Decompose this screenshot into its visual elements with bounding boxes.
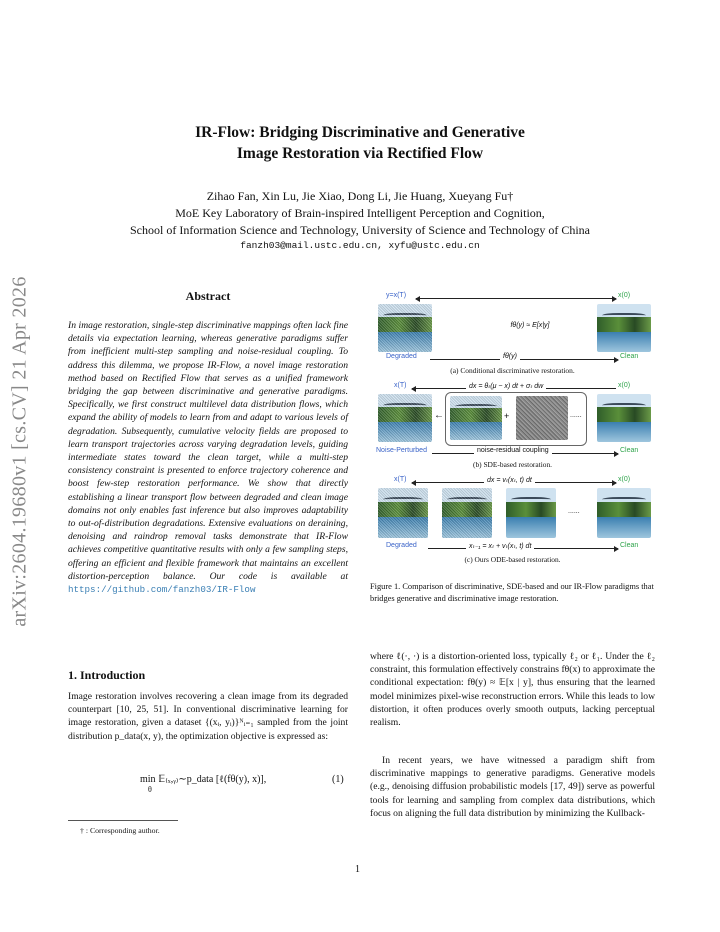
fig-a-bottom-left: Degraded <box>386 353 417 360</box>
abstract-heading: Abstract <box>185 289 231 303</box>
fig-b-noise-image <box>516 396 568 440</box>
fig-b-bottom-right: Clean <box>620 447 639 454</box>
fig-c-step-image-2 <box>506 488 556 538</box>
equation-number: (1) <box>332 774 344 785</box>
fig-b-bottom-mid: noise-residual coupling <box>474 447 552 454</box>
title-line-2: Image Restoration via Rectified Flow <box>236 145 484 162</box>
fig-a-center-formula: fθ(y) ≈ E[x|y] <box>510 322 550 329</box>
affiliation-1: MoE Key Laboratory of Brain-inspired Intelligent Perception and Cognition, <box>175 206 545 220</box>
paper-title <box>60 122 660 164</box>
right-paragraph-2: In recent years, we have witnessed a paradigm shift from discriminative mappings to generative paradigms. Generative models (e.g., denoising diffusion probabilistic models [17, 49]) serve as powerful tools for learning and sampling from complex data distributions, which focus on aligning the full data distribution by minimizing the Kullback- <box>370 755 655 819</box>
figure-1 <box>370 290 655 570</box>
fig-a-bottom-mid: fθ(y) <box>500 353 520 360</box>
title-line-1: IR-Flow: Bridging Discriminative and Generative <box>195 124 525 141</box>
figure-caption: Figure 1. Comparison of discriminative, SDE-based and our IR-Flow paradigms that bridges generative and discriminative image restoration. <box>370 582 654 603</box>
arxiv-watermark: arXiv:2604.19680v1 [cs.CV] 21 Apr 2026 <box>8 276 31 627</box>
fig-c-clean-image <box>597 488 651 538</box>
fig-b-noisy-image <box>378 394 432 442</box>
equation-1 <box>140 774 350 794</box>
fig-b-top-left: x(T) <box>394 382 407 389</box>
abstract-body <box>68 319 348 596</box>
fig-b-clean-image <box>597 394 651 442</box>
intro-heading: 1. Introduction <box>68 668 146 682</box>
fig-a-clean-image <box>597 304 651 352</box>
fig-c-bottom-left: Degraded <box>386 542 417 549</box>
fig-b-plus: + <box>504 411 510 421</box>
fig-b-caption: (b) SDE-based restoration. <box>472 460 553 469</box>
fig-c-dots: ...... <box>568 508 580 515</box>
fig-c-step-image-1 <box>442 488 492 538</box>
fig-b-dots: ...... <box>570 412 582 419</box>
fig-b-residual-image <box>450 396 502 440</box>
code-link[interactable]: https://github.com/fanzh03/IR-Flow <box>68 584 256 596</box>
fig-b-top-mid: dx = θₜ(μ − x) dt + σₜ dw <box>466 382 546 390</box>
fig-b-bottom-left: Noise-Perturbed <box>376 447 427 454</box>
fig-c-bottom-mid: xₜ₋₁ = xₜ + vₜ(xₜ, t) dt <box>466 542 534 550</box>
emails: fanzh03@mail.ustc.edu.cn, xyfu@ustc.edu.cn <box>240 240 480 251</box>
fig-a-degraded-image <box>378 304 432 352</box>
affiliation-2: School of Information Science and Technology, University of Science and Technology of China <box>130 223 590 237</box>
fig-c-caption: (c) Ours ODE-based restoration. <box>464 555 561 564</box>
equation-subscript: θ <box>148 785 152 794</box>
fig-a-bottom-arrow <box>430 359 618 360</box>
fig-c-top-mid: dx = vₜ(xₜ, t) dt <box>484 476 535 484</box>
fig-a-caption: (a) Conditional discriminative restoration. <box>450 366 575 375</box>
equation-body: min 𝔼₍ₓ,ᵧ₎∼p_data [ℓ(fθ(y), x)], <box>140 774 267 785</box>
intro-paragraph: Image restoration involves recovering a clean image from its degraded counterpart [10, 25, 51]. In conventional discriminative learning for image restoration, given a dataset {(xᵢ, yᵢ)}ᴺᵢ₌₁ sampled from the joint distribution p_data(x, y), the optimization objective is expressed as: <box>68 691 348 742</box>
fig-b-top-right: x(0) <box>618 382 631 389</box>
abstract-text: In image restoration, single-step discriminative mappings often lack fine details via expectation learning, whereas generative paradigms suffer from inefficient multi-step sampling and noise-residual coupling. To address this dilemma, we propose IR-Flow, a novel image restoration method based on Rectified Flow that serves as a unified framework bridging the gap between discriminative and generative paradigms. Specifically, we first construct multilevel data distribution flows, which expand the ability of models to learn from and adapt to various levels of degradation. Subsequently, cumulative velocity fields are proposed to learn transport trajectories across varying degradation levels, guiding intermediate states toward the clean target, while a multi-step consistency constraint is presented to enforce trajectory coherence and boost few-step restoration performance. We show that directly establishing a linear transport flow between degraded and clean image domains not only enables fast inference but also improves adaptability to out-of-distribution degradations. Extensive evaluations on deraining, denoising and raindrop removal tasks demonstrate that IR-Flow achieves competitive quantitative results with only a few sampling steps, offering an efficient and flexible framework that maintains an excellent distortion-perception balance. Our code is available at <box>68 320 348 582</box>
fig-a-top-right: x(0) <box>618 292 631 299</box>
fig-a-bottom-right: Clean <box>620 353 639 360</box>
author-block <box>60 188 660 239</box>
right-paragraph-1: where ℓ(·, ·) is a distortion-oriented loss, typically ℓ₂ or ℓ₁. Under the ℓ₂ constraint, this formulation effectively constrains fθ(x) to approximate the conditional expectation: fθ(y) ≈ 𝔼[x | y], thus ensuring that the learned model minimizes pixel-wise reconstruction errors. While this leads to low distortion, it often produces overly smooth outputs, lacking perceptual realism. <box>370 651 655 729</box>
footnote: † : Corresponding author. <box>80 826 160 835</box>
fig-b-arrow: ← <box>434 410 444 421</box>
fig-c-bottom-right: Clean <box>620 542 639 549</box>
authors: Zihao Fan, Xin Lu, Jie Xiao, Dong Li, Jie Huang, Xueyang Fu† <box>206 189 514 203</box>
fig-a-top-left: y=x(T) <box>386 292 407 299</box>
footnote-rule <box>68 820 178 821</box>
fig-c-top-right: x(0) <box>618 476 631 483</box>
page-number: 1 <box>355 864 360 875</box>
fig-c-top-left: x(T) <box>394 476 407 483</box>
fig-c-degraded-image <box>378 488 428 538</box>
fig-a-top-arrow <box>416 298 616 299</box>
